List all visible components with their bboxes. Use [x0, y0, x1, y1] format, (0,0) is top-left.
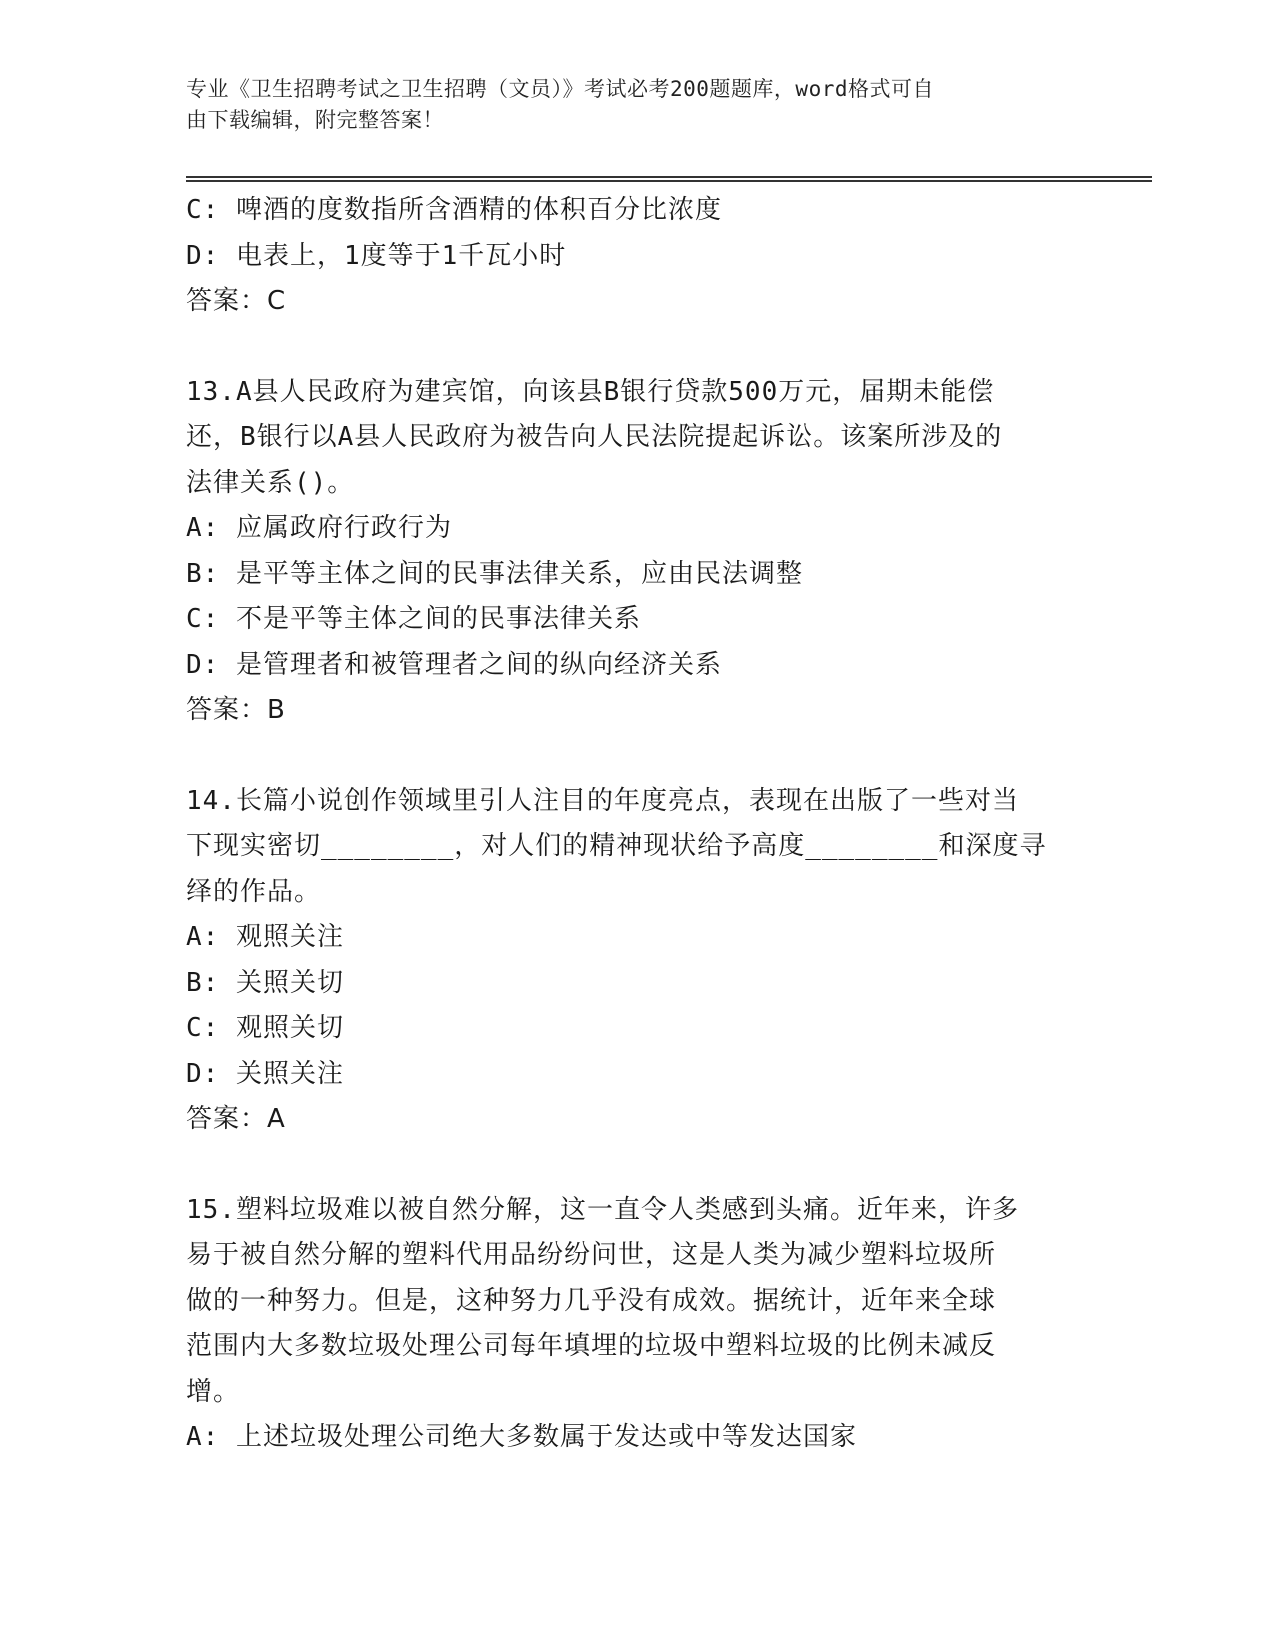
answer-line: 答案：C	[186, 286, 287, 316]
option-a: A: 应属政府行政行为	[186, 513, 452, 543]
document-header	[186, 74, 1086, 136]
question-text: 绎的作品。	[186, 876, 322, 907]
question-text: 增。	[186, 1376, 241, 1407]
question-text: 13.A县人民政府为建宾馆，向该县B银行贷款500万元，届期未能偿	[186, 376, 995, 407]
question-text: 14.长篇小说创作领域里引人注目的年度亮点，表现在出版了一些对当	[186, 785, 1019, 816]
spacer	[186, 1143, 1086, 1188]
spacer	[186, 325, 1086, 370]
option-d: D: 关照关注	[186, 1058, 344, 1089]
question-13	[186, 370, 1086, 734]
option-a: A: 观照关注	[186, 922, 344, 952]
question-12-tail	[186, 188, 1086, 325]
question-text: 范围内大多数垃圾处理公司每年填埋的垃圾中塑料垃圾的比例未减反	[186, 1331, 997, 1361]
question-text: 易于被自然分解的塑料代用品纷纷问世，这是人类为减少塑料垃圾所	[186, 1240, 997, 1270]
question-text: 做的一种努力。但是，这种努力几乎没有成效。据统计，近年来全球	[186, 1285, 997, 1316]
header-divider	[186, 176, 1152, 182]
question-text: 法律关系()。	[186, 467, 355, 498]
answer-line: 答案：A	[186, 1104, 286, 1134]
question-text: 下现实密切________，对人们的精神现状给予高度________和深度寻	[186, 831, 1047, 861]
question-text: 还，B银行以A县人民政府为被告向人民法院提起诉讼。该案所涉及的	[186, 422, 1003, 452]
option-b: B: 是平等主体之间的民事法律关系，应由民法调整	[186, 558, 803, 589]
option-c: C: 不是平等主体之间的民事法律关系	[186, 604, 641, 634]
option-a: A: 上述垃圾处理公司绝大多数属于发达或中等发达国家	[186, 1422, 857, 1452]
option-d: D: 电表上，1度等于1千瓦小时	[186, 240, 567, 271]
answer-line: 答案：B	[186, 695, 286, 725]
question-text: 15.塑料垃圾难以被自然分解，这一直令人类感到头痛。近年来，许多	[186, 1194, 1019, 1225]
option-c: C: 观照关切	[186, 1013, 344, 1043]
option-c: C: 啤酒的度数指所含酒精的体积百分比浓度	[186, 195, 722, 225]
header-line-2: 由下载编辑，附完整答案！	[186, 108, 444, 132]
document-body	[186, 188, 1086, 1461]
question-15	[186, 1188, 1086, 1461]
header-line-1: 专业《卫生招聘考试之卫生招聘（文员）》考试必考200题题库，word格式可自	[186, 77, 934, 101]
option-d: D: 是管理者和被管理者之间的纵向经济关系	[186, 649, 722, 680]
option-b: B: 关照关切	[186, 967, 344, 998]
spacer	[186, 734, 1086, 779]
question-14	[186, 779, 1086, 1143]
